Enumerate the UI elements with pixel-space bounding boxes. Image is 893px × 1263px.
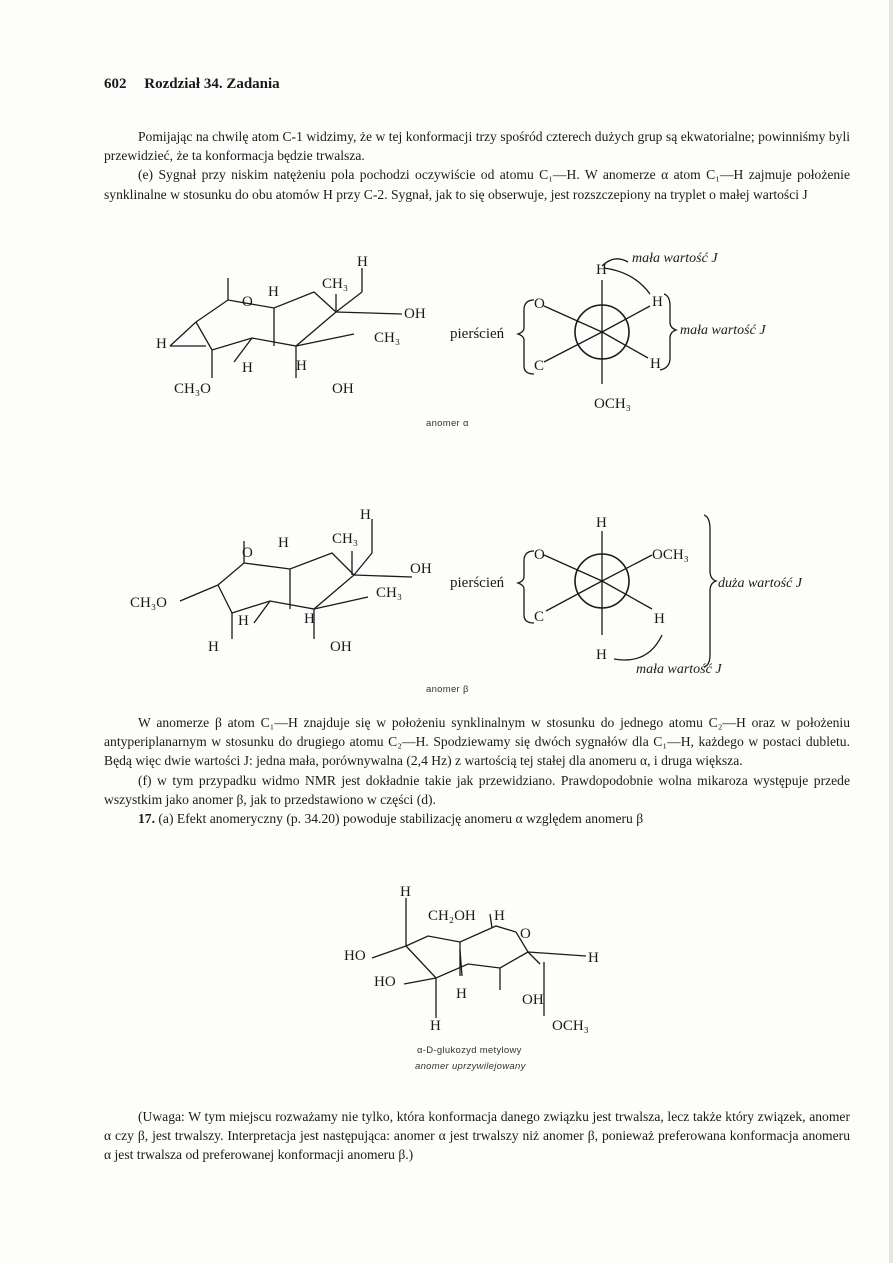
beta-newman-c: C — [534, 609, 545, 625]
paragraph-part-f: (f) w tym przypadku widmo NMR jest dokładnie takie jak przewidziano. Prawdopodobnie wolna mikaroza występuje przede wszystkim jako anomer β, jak to przedstawiono w części (d). — [104, 772, 850, 807]
caption-anomer-alpha: anomer α — [426, 418, 469, 429]
figure-anomer-alpha — [150, 250, 770, 420]
alpha-h-left: H — [156, 336, 167, 352]
paragraph-block-bottom — [104, 1107, 850, 1165]
problem-number: 17. — [138, 811, 155, 827]
alpha-newman-h-top: H — [596, 262, 607, 278]
caption-glucoside-name: α-D-glukozyd metylowy — [417, 1045, 522, 1056]
figure-anomer-beta — [128, 505, 828, 680]
alpha-h-lower-left: H — [242, 360, 253, 376]
paragraph-block-top — [104, 127, 850, 204]
beta-ch3-right: CH₃ — [376, 585, 403, 601]
beta-note-right: duża wartość J — [718, 576, 802, 591]
page-number: 602 — [104, 76, 127, 92]
alpha-ch3-right: CH₃ — [374, 330, 401, 346]
glucoside-ch2oh: CH₂OH — [428, 908, 476, 924]
glucoside-ho-left: HO — [344, 948, 366, 964]
alpha-note-right: mała wartość J — [680, 323, 766, 338]
glucoside-h-bottom: H — [430, 1018, 441, 1034]
glucoside-och3: OCH₃ — [552, 1018, 589, 1034]
glucoside-h-mid: H — [494, 908, 505, 924]
running-header — [104, 76, 280, 93]
beta-oh-bottom: OH — [330, 639, 352, 655]
beta-ch3o: CH₃O — [130, 595, 167, 611]
glucoside-ho-inner: HO — [374, 974, 396, 990]
beta-h-lower-left: H — [238, 613, 249, 629]
alpha-ring-o: O — [242, 294, 253, 310]
glucoside-h-lower: H — [456, 986, 467, 1002]
beta-h-bottom-left: H — [208, 639, 219, 655]
alpha-oh-right: OH — [404, 306, 426, 322]
beta-newman-och3: OCH₃ — [652, 547, 689, 563]
glucoside-h-top: H — [400, 884, 411, 900]
newman-projection-alpha — [450, 251, 766, 412]
paragraph-problem-17 — [104, 809, 850, 828]
glucoside-oh-lower: OH — [522, 992, 544, 1008]
beta-h-top: H — [360, 507, 371, 523]
beta-oh-right: OH — [410, 561, 432, 577]
caption-glucoside-preferred: anomer uprzywilejowany — [415, 1061, 526, 1072]
glucoside-chair — [344, 884, 599, 1034]
caption-anomer-beta: anomer β — [426, 684, 469, 695]
newman-projection-beta — [450, 515, 803, 677]
alpha-ring-label: pierścień — [450, 326, 505, 342]
scan-edge — [889, 0, 893, 1263]
beta-h-left-top: H — [278, 535, 289, 551]
beta-ch3-top: CH₃ — [332, 531, 359, 547]
alpha-h-top: H — [357, 254, 368, 270]
alpha-newman-och3: OCH₃ — [594, 396, 631, 412]
alpha-newman-o: O — [534, 296, 545, 312]
alpha-ch3-top: CH₃ — [322, 276, 349, 292]
paragraph-block-middle — [104, 713, 850, 828]
chair-structure-beta — [130, 507, 432, 655]
glucoside-h-right: H — [588, 950, 599, 966]
problem-17-text: (a) Efekt anomeryczny (p. 34.20) powoduje stabilizację anomeru α względem anomeru β — [158, 811, 644, 827]
beta-newman-h-lower-right: H — [654, 611, 665, 627]
beta-h-lower-mid: H — [304, 611, 315, 627]
alpha-newman-h-lower-right: H — [650, 356, 661, 372]
paragraph-note: (Uwaga: W tym miejscu rozważamy nie tylko, która konformacja danego związku jest trwalsza, lecz także który związek, anomer α czy β, jest trwalszy. Interpretacja jest następująca: anomer α jest trwalszy niż anomer β, ponieważ preferowana konformacja anomeru α jest trwalsza od preferowanej konformacji anomeru β.) — [104, 1109, 850, 1163]
beta-newman-h-top: H — [596, 515, 607, 531]
figure-glucoside — [340, 880, 630, 1040]
alpha-newman-c: C — [534, 358, 545, 374]
chair-structure-alpha — [156, 254, 426, 397]
alpha-h-lower-mid: H — [296, 358, 307, 374]
alpha-h-left-top: H — [268, 284, 279, 300]
paragraph-conformation: Pomijając na chwilę atom C-1 widzimy, że w tej konformacji trzy spośród czterech dużych grup są ekwatorialne; powinniśmy byli przewidzieć, że ta konformacja będzie trwalsza. — [104, 129, 850, 164]
alpha-oh-bottom: OH — [332, 381, 354, 397]
beta-note-bottom: mała wartość J — [636, 662, 722, 677]
beta-newman-h-bottom: H — [596, 647, 607, 663]
beta-ring-o: O — [242, 545, 253, 561]
beta-newman-o: O — [534, 547, 545, 563]
paragraph-anomer-beta: W anomerze β atom C₁—H znajduje się w położeniu synklinalnym w stosunku do jednego atomu C₂—H oraz w położeniu antyperiplanarnym w stosunku do drugiego atomu C₂—H. Spodziewamy się dwóch sygnałów dla C₁—H, każdego w postaci dubletu. Będą więc dwie wartości J: jedna mała, porównywalna (2,4 Hz) z wartością tej stałej dla anomeru α, i druga większa. — [104, 715, 850, 769]
paragraph-part-e: (e) Sygnał przy niskim natężeniu pola pochodzi oczywiście od atomu C₁—H. W anomerze α atom C₁—H zajmuje położenie synklinalne w stosunku do obu atomów H przy C-2. Sygnał, jak to się obserwuje, jest rozszczepiony na tryplet o małej wartości J — [104, 167, 850, 202]
chapter-title: Rozdział 34. Zadania — [144, 76, 280, 92]
beta-ring-label: pierścień — [450, 575, 505, 591]
alpha-newman-h-upper-right: H — [652, 294, 663, 310]
alpha-ch3o: CH₃O — [174, 381, 211, 397]
alpha-note-top: mała wartość J — [632, 251, 718, 266]
glucoside-ring-o: O — [520, 926, 531, 942]
